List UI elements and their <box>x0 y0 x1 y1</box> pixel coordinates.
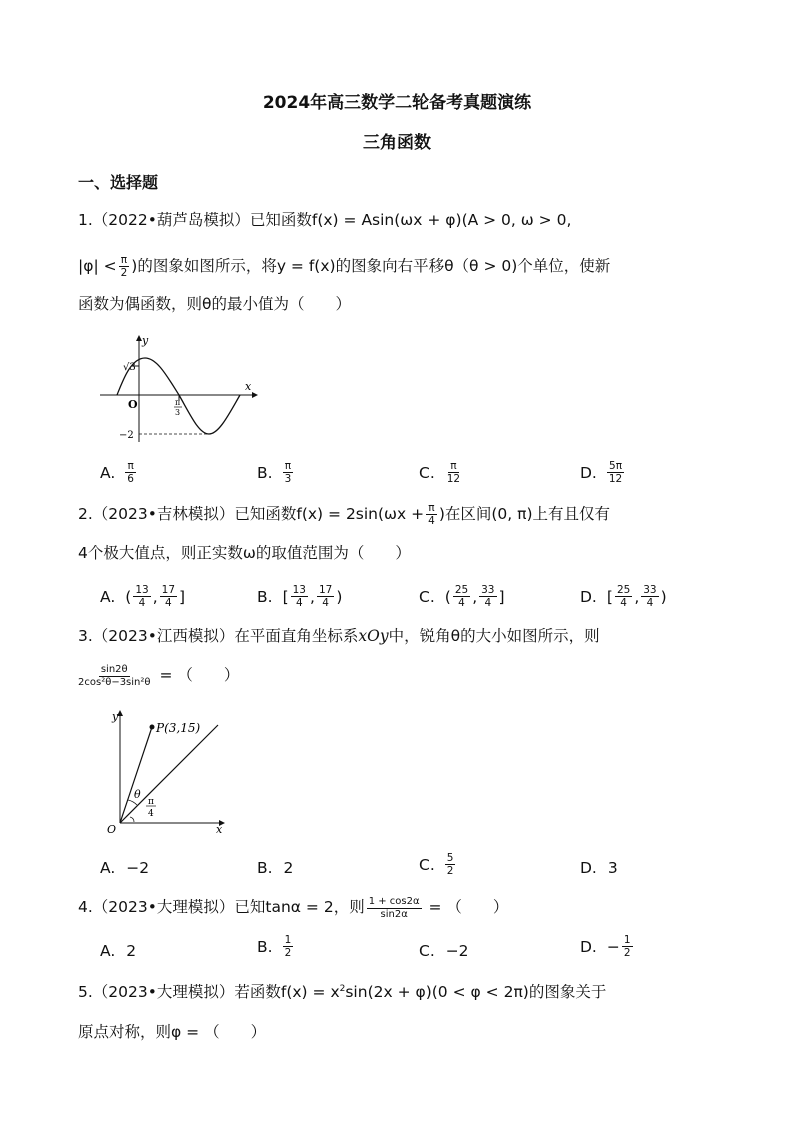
interval-open: [ <box>606 587 613 606</box>
comma: , <box>634 587 640 606</box>
option-frac <box>283 460 294 485</box>
frac-num: 1 <box>623 934 631 946</box>
theta-label: θ <box>134 788 141 801</box>
q1-option-c[interactable] <box>419 460 464 485</box>
q1-option-a[interactable] <box>100 460 138 485</box>
x-mark-num: π <box>175 398 181 407</box>
quarter-arc <box>130 817 134 822</box>
frac-den: 6 <box>127 473 134 486</box>
q5-line1-post: sin(2x + φ)(0 < φ < 2π)的图象关于 <box>345 983 607 1002</box>
interval-open: ( <box>444 587 451 606</box>
frac-num: 5π <box>609 460 623 472</box>
x-mark-den: 3 <box>175 408 181 417</box>
q3-line1 <box>78 629 600 645</box>
option-value: −2 <box>126 859 150 877</box>
option-letter: B. <box>257 859 273 877</box>
interval-close: ] <box>498 587 505 606</box>
q4-frac <box>367 896 422 920</box>
frac-num: 33 <box>481 584 495 596</box>
q1-option-b[interactable] <box>257 460 295 485</box>
q3-line1-xoy: xOy <box>358 627 389 645</box>
q5-line2: 原点对称，则φ = （ ） <box>78 1023 267 1041</box>
frac-num: 1 + cos2α <box>368 896 420 907</box>
interval-close: ] <box>179 587 186 606</box>
option-frac-2 <box>479 584 496 609</box>
frac-num: 13 <box>292 584 306 596</box>
option-letter: B. <box>257 937 273 956</box>
option-letter: B. <box>257 463 273 482</box>
q4-option-a[interactable] <box>100 942 136 960</box>
q3-option-a[interactable] <box>100 859 149 877</box>
frac-den: 2 <box>446 865 454 878</box>
q4-line1-post: = （ ） <box>423 898 509 917</box>
q1-line2 <box>78 254 610 279</box>
option-value: 3 <box>607 859 618 877</box>
angle-den: 4 <box>148 809 154 819</box>
option-letter: D. <box>580 463 597 482</box>
option-frac <box>445 852 456 877</box>
option-letter: C. <box>419 463 435 482</box>
frac-num: π <box>127 460 134 472</box>
option-frac <box>283 934 294 959</box>
q5-line1-pre: 5.（2023•大理模拟）若函数f(x) = x <box>78 983 340 1002</box>
y-label: y <box>142 334 149 347</box>
frac-num: 33 <box>643 584 657 596</box>
option-letter: D. <box>580 937 597 956</box>
q3-option-b[interactable] <box>257 859 293 877</box>
q3-option-d[interactable] <box>580 859 618 877</box>
frac-num: 13 <box>135 584 149 596</box>
option-value: 2 <box>126 942 137 960</box>
q1-option-d[interactable] <box>580 460 626 485</box>
origin-label: O <box>128 398 138 411</box>
frac-den: 2 <box>623 947 631 960</box>
option-frac <box>445 460 462 485</box>
frac-den: 3 <box>284 473 292 486</box>
comma: , <box>152 587 158 606</box>
frac-den: 4 <box>428 515 435 528</box>
q3-line1-pre: 3.（2023•江西模拟）在平面直角坐标系 <box>78 627 359 645</box>
section-heading: 一、选择题 <box>78 173 159 192</box>
frac-num: 25 <box>454 584 469 596</box>
frac-den: 4 <box>646 597 654 610</box>
frac-den: sin2α <box>380 908 408 920</box>
q3-expr-frac <box>76 664 153 688</box>
angle-num: π <box>148 797 154 807</box>
q1-line2-pre: |φ| < <box>78 256 117 275</box>
option-value: −2 <box>445 942 469 960</box>
frac-den: 4 <box>484 597 492 610</box>
frac-den: 4 <box>164 597 172 610</box>
origin-label: O <box>107 823 117 836</box>
frac-num: 17 <box>161 584 176 596</box>
option-letter: C. <box>419 942 435 960</box>
option-letter: C. <box>419 587 435 606</box>
ray-45 <box>120 725 218 823</box>
option-frac <box>125 460 136 485</box>
option-letter: D. <box>580 587 597 606</box>
option-frac-2 <box>317 584 334 609</box>
q3-expr-post: = （ ） <box>154 666 240 685</box>
q5-line1-sup: 2 <box>339 984 346 994</box>
q3-option-c[interactable] <box>419 852 457 877</box>
frac-den: 12 <box>446 473 461 486</box>
option-frac-1 <box>615 584 632 609</box>
option-letter: A. <box>100 463 116 482</box>
option-frac-1 <box>453 584 470 609</box>
interval-close: ) <box>660 587 667 606</box>
q1-line2-post: )的图象如图所示，将y = f(x)的图象向右平移θ（θ > 0)个单位，使新 <box>131 256 611 275</box>
option-letter: A. <box>100 587 116 606</box>
frac-den: 4 <box>620 597 627 610</box>
q5-line1 <box>78 985 606 1001</box>
q3-expression <box>74 664 239 688</box>
frac-den: 12 <box>608 473 623 486</box>
option-value: 2 <box>283 859 294 877</box>
option-letter: A. <box>100 942 116 960</box>
option-letter: A. <box>100 859 116 877</box>
frac-num: π <box>120 254 128 266</box>
option-frac <box>622 934 633 959</box>
q2-line1 <box>78 502 610 527</box>
frac-num: 25 <box>616 584 631 596</box>
comma: , <box>310 587 315 606</box>
q3-angle-graph <box>100 705 240 840</box>
frac-num: π <box>450 460 457 472</box>
frac-den: 4 <box>138 597 146 610</box>
point-label: P(3,15) <box>156 721 201 735</box>
q1-line3: 函数为偶函数，则θ的最小值为（ ） <box>78 295 351 313</box>
q1-line1: 1.（2022•葫芦岛模拟）已知函数f(x) = Asin(ωx + φ)(A > 0, ω > 0, <box>78 211 572 229</box>
q2-option-d[interactable] <box>580 584 667 609</box>
frac-num: 1 <box>284 934 292 946</box>
q4-option-d[interactable] <box>580 934 635 959</box>
q2-line2: 4个极大值点，则正实数ω的取值范围为（ ） <box>78 544 411 562</box>
frac-den: 4 <box>458 597 465 610</box>
option-frac-1 <box>133 584 150 609</box>
q2-line1-post: )在区间(0, π)上有且仅有 <box>438 504 611 523</box>
frac-num: 5 <box>446 852 454 864</box>
interval-open: [ <box>282 587 289 606</box>
frac-num: sin2θ <box>100 664 128 675</box>
option-frac <box>607 460 624 485</box>
option-frac-1 <box>291 584 308 609</box>
option-neg: − <box>606 937 620 956</box>
q2-option-c[interactable] <box>419 584 505 609</box>
frac-num: π <box>428 502 435 514</box>
frac-den: 4 <box>295 597 303 610</box>
option-frac-2 <box>160 584 177 609</box>
q1-sine-graph <box>95 330 270 445</box>
q2-line1-frac <box>426 502 437 527</box>
q4-option-b[interactable] <box>257 934 295 959</box>
q4-line1 <box>78 896 508 920</box>
q4-option-c[interactable] <box>419 942 469 960</box>
frac-den: 2 <box>120 267 128 280</box>
q1-line2-frac <box>119 254 130 279</box>
q3-line1-post: 中，锐角θ的大小如图所示，则 <box>388 627 600 645</box>
frac-den: 2cos²θ−3sin²θ <box>78 676 151 688</box>
y-label: y <box>112 710 119 723</box>
q4-line1-pre: 4.（2023•大理模拟）已知tanα = 2，则 <box>78 898 365 917</box>
frac-num: 17 <box>318 584 333 596</box>
q2-line1-pre: 2.（2023•吉林模拟）已知函数f(x) = 2sin(ωx + <box>78 504 425 523</box>
q2-option-b[interactable] <box>257 584 342 609</box>
page-subtitle: 三角函数 <box>363 133 431 153</box>
y-bottom-label: −2 <box>119 430 134 441</box>
point-p <box>150 725 155 730</box>
option-letter: B. <box>257 587 273 606</box>
frac-den: 4 <box>322 597 329 610</box>
frac-num: π <box>284 460 292 472</box>
frac-den: 2 <box>284 947 292 960</box>
page-title: 2024年高三数学二轮备考真题演练 <box>262 93 532 113</box>
interval-open: ( <box>125 587 132 606</box>
q2-option-a[interactable] <box>100 584 185 609</box>
option-frac-2 <box>641 584 658 609</box>
option-letter: C. <box>419 855 435 874</box>
interval-close: ) <box>336 587 343 606</box>
x-label: x <box>245 380 252 393</box>
comma: , <box>472 587 478 606</box>
y-top-label: √3 <box>123 362 136 373</box>
x-label: x <box>216 823 223 836</box>
option-letter: D. <box>580 859 597 877</box>
